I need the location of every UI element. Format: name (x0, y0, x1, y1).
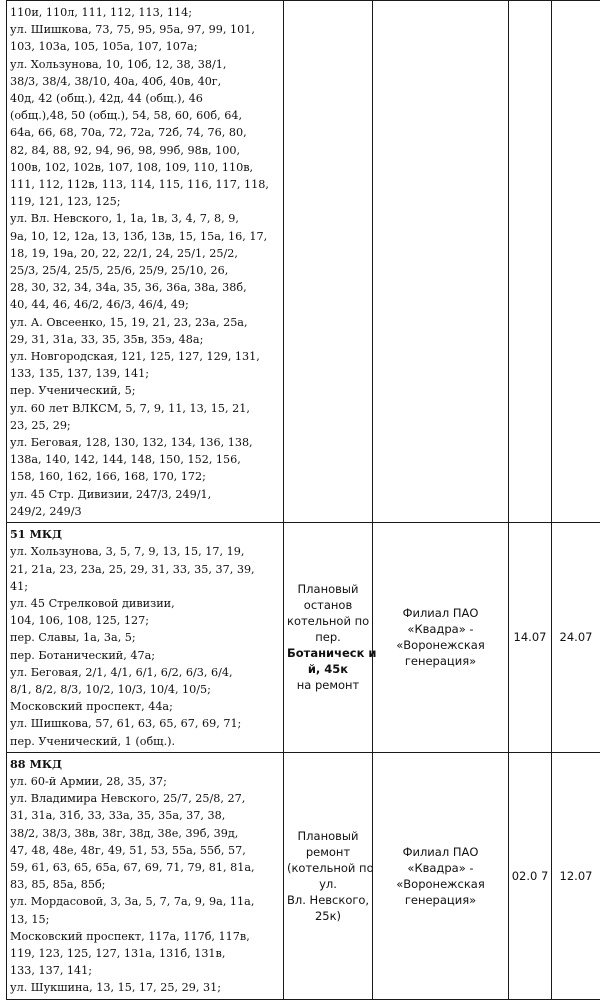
end-date: 24.07 (552, 629, 600, 645)
address-list-cell (7, 752, 284, 999)
text-line: 18, 19, 19а, 20, 22, 22/1, 24, 25/1, 25/2, (10, 245, 280, 262)
text-line: 111, 112, 112в, 113, 114, 115, 116, 117, 118, (10, 176, 280, 193)
text-line: 133, 137, 141; (10, 962, 280, 979)
text-line: (котельной по (287, 860, 369, 876)
text-line: ремонт (287, 844, 369, 860)
text-line: останов (287, 597, 369, 613)
text-line: «Воронежская (376, 637, 505, 653)
text-line: 83, 85, 85а, 85б; (10, 876, 280, 893)
text-line: ул. 60-й Армии, 28, 35, 37; (10, 773, 280, 790)
text-line: ул. Вл. Невского, 1, 1а, 1в, 3, 4, 7, 8, 9, (10, 210, 280, 227)
text-line: Московский проспект, 117а, 117б, 117в, (10, 928, 280, 945)
text-line: ул. 45 Стрелковой дивизии, (10, 595, 280, 612)
text-line: генерация» (376, 892, 505, 908)
text-line: ул. Беговая, 128, 130, 132, 134, 136, 138, (10, 434, 280, 451)
text-line: ул. Мордасовой, 3, 3а, 5, 7, 7а, 9, 9а, 11а, (10, 893, 280, 910)
text-line: ул. (287, 876, 369, 892)
text-line: 21, 21а, 23, 23а, 25, 29, 31, 33, 35, 37, 39, (10, 561, 280, 578)
end-date: 12.07 (552, 868, 600, 884)
text-line: ул. Новгородская, 121, 125, 127, 129, 131, (10, 348, 280, 365)
text-line: 28, 30, 32, 34, 34а, 35, 36, 36а, 38а, 38б, (10, 279, 280, 296)
start-date: 14.07 (509, 629, 551, 645)
text-line: 104, 106, 108, 125, 127; (10, 612, 280, 629)
text-line: ул. Хользунова, 10, 10б, 12, 38, 38/1, (10, 56, 280, 73)
text-line: 40, 44, 46, 46/2, 46/3, 46/4, 49; (10, 296, 280, 313)
work-description (287, 581, 369, 693)
document-page (6, 0, 600, 887)
text-line: 41; (10, 578, 280, 595)
address-lines (10, 4, 280, 520)
table-row (7, 523, 600, 753)
text-line: 119, 121, 123, 125; (10, 193, 280, 210)
text-line: Вл. Невского, (287, 892, 369, 908)
text-line: й, 45к (287, 661, 369, 677)
text-line: 119, 123, 125, 127, 131а, 131б, 131в, (10, 945, 280, 962)
text-line: пер. Ботанический, 47а; (10, 647, 280, 664)
text-line: 9а, 10, 12, 12а, 13, 13б, 13в, 15, 15а, 16, 17, (10, 228, 280, 245)
address-lines (10, 773, 280, 997)
end-date-cell (552, 523, 600, 753)
text-line: Плановый (287, 828, 369, 844)
text-line: 25к) (287, 908, 369, 924)
text-line: 82, 84, 88, 92, 94, 96, 98, 99б, 98в, 100, (10, 142, 280, 159)
text-line: 8/1, 8/2, 8/3, 10/2, 10/3, 10/4, 10/5; (10, 681, 280, 698)
text-line: 59, 61, 63, 65, 65а, 67, 69, 71, 79, 81, 81а, (10, 859, 280, 876)
work-description-cell (284, 523, 373, 753)
organization-cell (373, 1, 509, 523)
start-date-cell (509, 523, 552, 753)
text-line: пер. Ученический, 5; (10, 382, 280, 399)
text-line: ул. А. Овсеенко, 15, 19, 21, 23, 23а, 25а, (10, 314, 280, 331)
text-line: 133, 135, 137, 139, 141; (10, 365, 280, 382)
text-line: 38/3, 38/4, 38/10, 40а, 40б, 40в, 40г, (10, 73, 280, 90)
text-line: генерация» (376, 653, 505, 669)
text-line: 23, 25, 29; (10, 417, 280, 434)
text-line: Московский проспект, 44а; (10, 698, 280, 715)
organization-cell (373, 523, 509, 753)
text-line: (общ.),48, 50 (общ.), 54, 58, 60, 60б, 64, (10, 107, 280, 124)
text-line: 47, 48, 48е, 48г, 49, 51, 53, 55а, 55б, 57, (10, 842, 280, 859)
start-date-cell (509, 1, 552, 523)
text-line: 38/2, 38/3, 38в, 38г, 38д, 38е, 39б, 39д, (10, 825, 280, 842)
organization-cell (373, 752, 509, 999)
organization-name (376, 605, 505, 669)
text-line: пер. Славы, 1а, 3а, 5; (10, 629, 280, 646)
outage-schedule-table (6, 0, 600, 1000)
text-line: ул. Шукшина, 13, 15, 17, 25, 29, 31; (10, 979, 280, 996)
text-line: 40д, 42 (общ.), 42д, 44 (общ.), 46 (10, 90, 280, 107)
text-line: Филиал ПАО (376, 605, 505, 621)
text-line: 31, 31а, 31б, 33, 33а, 35, 35а, 37, 38, (10, 807, 280, 824)
text-line: 138а, 140, 142, 144, 148, 150, 152, 156, (10, 451, 280, 468)
text-line: пер. Ученический, 1 (общ.). (10, 733, 280, 750)
text-line: 25/3, 25/4, 25/5, 25/6, 25/9, 25/10, 26, (10, 262, 280, 279)
text-line: 64а, 66, 68, 70а, 72, 72а, 72б, 74, 76, 80, (10, 124, 280, 141)
end-date-cell (552, 1, 600, 523)
address-list-cell (7, 523, 284, 753)
building-count: 51 МКД (10, 526, 280, 543)
text-line: ул. 60 лет ВЛКСМ, 5, 7, 9, 11, 13, 15, 21, (10, 400, 280, 417)
text-line: «Квадра» - (376, 621, 505, 637)
address-list-cell (7, 1, 284, 523)
text-line: Ботаническ и (287, 645, 369, 661)
work-description-cell (284, 752, 373, 999)
text-line: 158, 160, 162, 166, 168, 170, 172; (10, 468, 280, 485)
table-row (7, 1, 600, 523)
end-date-cell (552, 752, 600, 999)
text-line: котельной по (287, 613, 369, 629)
text-line: Плановый (287, 581, 369, 597)
work-description-cell (284, 1, 373, 523)
text-line: 29, 31, 31а, 33, 35, 35в, 35э, 48а; (10, 331, 280, 348)
work-description (287, 828, 369, 924)
text-line: ул. Владимира Невского, 25/7, 25/8, 27, (10, 790, 280, 807)
text-line: ул. Шишкова, 57, 61, 63, 65, 67, 69, 71; (10, 715, 280, 732)
address-lines (10, 543, 280, 749)
text-line: ул. Шишкова, 73, 75, 95, 95а, 97, 99, 101, (10, 21, 280, 38)
text-line: 103, 103а, 105, 105а, 107, 107а; (10, 38, 280, 55)
start-date: 02.0 7 (509, 868, 551, 884)
text-line: ул. 45 Стр. Дивизии, 247/3, 249/1, (10, 486, 280, 503)
text-line: Филиал ПАО (376, 844, 505, 860)
text-line: 13, 15; (10, 911, 280, 928)
text-line: 110и, 110л, 111, 112, 113, 114; (10, 4, 280, 21)
text-line: ул. Беговая, 2/1, 4/1, 6/1, 6/2, 6/3, 6/4, (10, 664, 280, 681)
text-line: ул. Хользунова, 3, 5, 7, 9, 13, 15, 17, 19, (10, 543, 280, 560)
building-count: 88 МКД (10, 756, 280, 773)
text-line: «Квадра» - (376, 860, 505, 876)
start-date-cell (509, 752, 552, 999)
organization-name (376, 844, 505, 908)
text-line: 249/2, 249/3 (10, 503, 280, 520)
text-line: 100в, 102, 102в, 107, 108, 109, 110, 110в, (10, 159, 280, 176)
table-row (7, 752, 600, 999)
text-line: пер. (287, 629, 369, 645)
text-line: на ремонт (287, 677, 369, 693)
text-line: «Воронежская (376, 876, 505, 892)
